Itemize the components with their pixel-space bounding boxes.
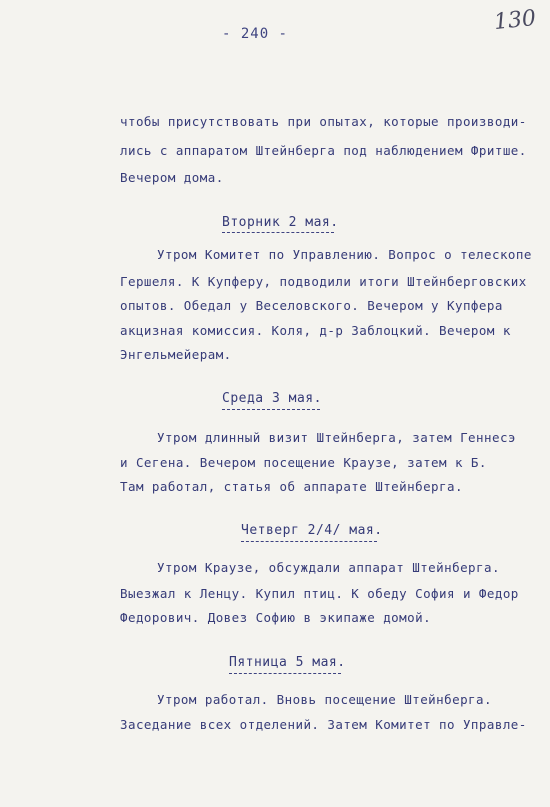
heading-underline xyxy=(229,673,341,674)
paragraph-line: и Сегена. Вечером посещение Краузе, затем к Б. xyxy=(120,455,487,470)
paragraph-line: Энгельмейерам. xyxy=(120,347,232,362)
paragraph-line: Там работал, статья об аппарате Штейнберга. xyxy=(120,479,463,494)
paragraph-line: Выезжал к Ленцу. Купил птиц. К обеду София и Федор xyxy=(120,586,519,601)
section-heading-tuesday: Вторник 2 мая. xyxy=(222,215,339,230)
paragraph-line: опытов. Обедал у Веселовского. Вечером у Купфера xyxy=(120,298,503,313)
paragraph-line: акцизная комиссия. Коля, д-р Заблоцкий. Вечером к xyxy=(120,323,511,338)
page-number: - 240 - xyxy=(221,26,288,42)
paragraph-line: Утром Краузе, обсуждали аппарат Штейнберга. xyxy=(157,560,500,575)
intro-line-3: Вечером дома. xyxy=(120,170,224,185)
intro-line-2: лись с аппаратом Штейнберга под наблюдением Фритше. xyxy=(120,143,527,158)
paragraph-line: Утром Комитет по Управлению. Вопрос о телескопе xyxy=(157,247,532,262)
section-heading-friday: Пятница 5 мая. xyxy=(229,655,346,670)
paragraph-line: Заседание всех отделений. Затем Комитет по Управле- xyxy=(120,717,527,732)
section-heading-thursday: Четверг 2/4/ мая. xyxy=(241,523,383,538)
heading-underline xyxy=(222,232,334,233)
paragraph-line: Утром длинный визит Штейнберга, затем Геннесэ xyxy=(157,430,516,445)
paragraph-line: Гершеля. К Купферу, подводили итоги Штейнберговских xyxy=(120,274,527,289)
paragraph-line: Федорович. Довез Софию в экипаже домой. xyxy=(120,610,432,625)
intro-line-1: чтобы присутствовать при опытах, которые производи- xyxy=(120,114,527,129)
paragraph-line: Утром работал. Вновь посещение Штейнберга. xyxy=(157,692,492,707)
section-heading-wednesday: Среда 3 мая. xyxy=(222,391,322,406)
handwritten-folio-number: 130 xyxy=(492,5,538,36)
heading-underline xyxy=(222,409,320,410)
heading-underline xyxy=(241,541,377,542)
